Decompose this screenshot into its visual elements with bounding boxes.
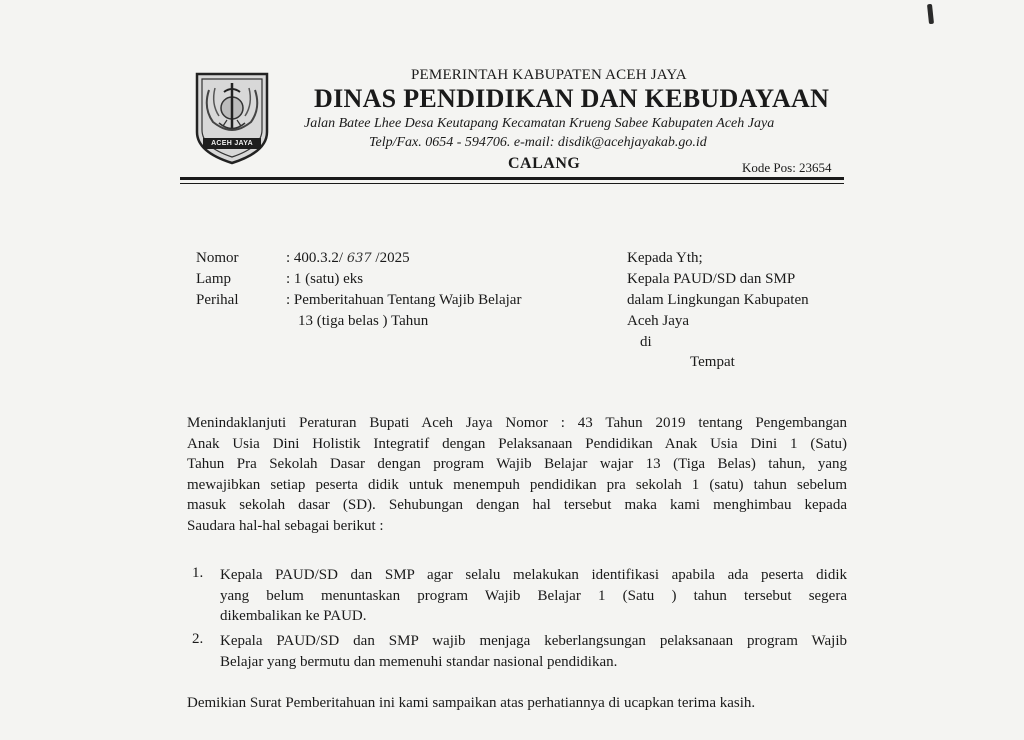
scan-edge-mark: [927, 4, 934, 24]
list-item-line: yang belum menuntaskan program Wajib Belajar 1 (Satu ) tahun tersebut segera: [220, 587, 847, 604]
list-item-line: dikembalikan ke PAUD.: [220, 608, 367, 624]
intro-line: Menindaklanjuti Peraturan Bupati Aceh Jaya Nomor : 43 Tahun 2019 tentang Pengembangan: [187, 415, 847, 431]
recipient-place: Tempat: [690, 354, 735, 370]
nomor-handwritten: 637: [346, 251, 372, 266]
recipient-salutation: Kepada Yth;: [627, 250, 703, 266]
nomor-suffix: /2025: [375, 250, 410, 266]
aceh-jaya-emblem: [193, 68, 271, 165]
intro-line: Saudara hal-hal sebagai berikut :: [187, 517, 384, 534]
intro-paragraph: [187, 413, 847, 536]
list-item-number: 1.: [192, 565, 204, 581]
perihal-label: Perihal: [196, 292, 239, 308]
perihal-line-1: : Pemberitahuan Tentang Wajib Belajar: [286, 292, 522, 308]
lamp-label: Lamp: [196, 271, 231, 287]
recipient-title: Kepala PAUD/SD dan SMP: [627, 271, 796, 287]
letterhead-rule-thick: [180, 177, 844, 180]
agency-city: CALANG: [508, 155, 581, 172]
list-item-1: [220, 565, 847, 627]
agency-name: DINAS PENDIDIKAN DAN KEBUDAYAAN: [314, 84, 830, 113]
lamp-value: : 1 (satu) eks: [286, 271, 364, 287]
nomor-value: [286, 250, 410, 267]
intro-line: Anak Usia Dini Holistik Integratif dengan Pelaksanaan Pendidikan Anak Usia Dini 1 (Satu): [187, 435, 847, 452]
government-name: PEMERINTAH KABUPATEN ACEH JAYA: [411, 67, 687, 83]
closing-sentence: Demikian Surat Pemberitahuan ini kami sampaikan atas perhatiannya di ucapkan terima kasih.: [187, 695, 756, 711]
recipient-region: Aceh Jaya: [627, 313, 690, 329]
list-item-line: Kepala PAUD/SD dan SMP agar selalu melakukan identifikasi apabila ada peserta didik: [220, 567, 847, 583]
recipient-di: di: [640, 334, 652, 350]
list-item-line: Kepala PAUD/SD dan SMP wajib menjaga keberlangsungan pelaksanaan program Wajib: [220, 633, 847, 649]
nomor-label: Nomor: [196, 250, 239, 266]
nomor-prefix: : 400.3.2/: [286, 250, 344, 266]
list-item-2: [220, 631, 847, 672]
agency-address: Jalan Batee Lhee Desa Keutapang Kecamatan Krueng Sabee Kabupaten Aceh Jaya: [304, 116, 775, 131]
intro-line: masuk sekolah dasar (SD). Sehubungan dengan hal tersebut maka kami menghimbau kepada: [187, 497, 847, 513]
list-item-line: Belajar yang bermutu dan memenuhi standar nasional pendidikan.: [220, 653, 618, 670]
recipient-scope: dalam Lingkungan Kabupaten: [627, 292, 809, 308]
intro-line: Tahun Pra Sekolah Dasar dengan program Wajib Belajar wajar 13 (Tiga Belas) tahun, yang: [187, 456, 847, 472]
postal-code: Kode Pos: 23654: [742, 160, 832, 175]
perihal-line-2: 13 (tiga belas ) Tahun: [298, 313, 429, 329]
letterhead-rule-thin: [180, 183, 844, 184]
emblem-label: ACEH JAYA: [211, 140, 253, 147]
list-item-number: 2.: [192, 631, 204, 647]
agency-contact: Telp/Fax. 0654 - 594706. e-mail: disdik@acehjayakab.go.id: [369, 135, 707, 150]
intro-line: mewajibkan setiap peserta didik untuk menempuh pendidikan pra sekolah 1 (satu) tahun sebelum: [187, 476, 847, 493]
